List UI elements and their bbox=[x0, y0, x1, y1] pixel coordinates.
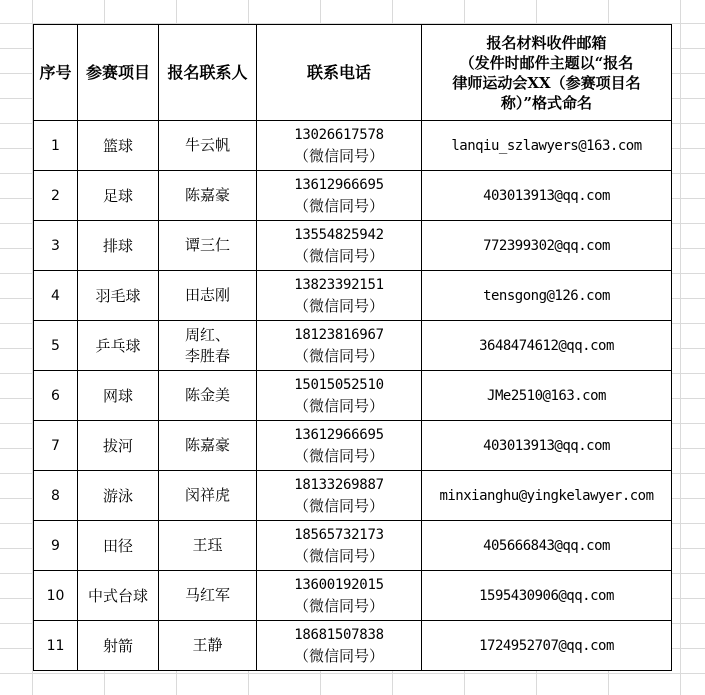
row-phone bbox=[257, 471, 422, 521]
registration-table bbox=[33, 24, 672, 671]
row-contact bbox=[159, 621, 257, 671]
row-index: 6 bbox=[34, 371, 78, 421]
table-row bbox=[34, 121, 672, 171]
row-contact bbox=[159, 571, 257, 621]
phone-note: （微信同号） bbox=[293, 396, 384, 415]
phone-number[interactable]: 13823392151 bbox=[294, 276, 384, 293]
row-event: 中式台球 bbox=[78, 571, 159, 621]
row-index: 2 bbox=[34, 171, 78, 221]
contact-name: 李胜春 bbox=[184, 346, 230, 365]
row-event: 射箭 bbox=[78, 621, 159, 671]
contact-name: 陈嘉豪 bbox=[184, 186, 230, 204]
row-phone bbox=[257, 421, 422, 471]
row-phone bbox=[257, 621, 422, 671]
row-email[interactable]: lanqiu_szlawyers@163.com bbox=[422, 121, 672, 171]
row-index: 5 bbox=[34, 321, 78, 371]
phone-note: （微信同号） bbox=[293, 346, 384, 365]
table-row bbox=[34, 471, 672, 521]
row-index: 1 bbox=[34, 121, 78, 171]
phone-note: （微信同号） bbox=[293, 246, 384, 265]
phone-number[interactable]: 13554825942 bbox=[294, 226, 384, 243]
row-email[interactable]: JMe2510@163.com bbox=[422, 371, 672, 421]
contact-name: 牛云帆 bbox=[184, 136, 230, 154]
row-contact bbox=[159, 271, 257, 321]
row-phone bbox=[257, 321, 422, 371]
row-event: 羽毛球 bbox=[78, 271, 159, 321]
header-email-line: 报名材料收件邮箱 bbox=[486, 33, 607, 52]
row-email[interactable]: 405666843@qq.com bbox=[422, 521, 672, 571]
row-phone bbox=[257, 571, 422, 621]
table-row bbox=[34, 371, 672, 421]
contact-name: 马红军 bbox=[184, 586, 230, 604]
row-email[interactable]: 772399302@qq.com bbox=[422, 221, 672, 271]
row-index: 10 bbox=[34, 571, 78, 621]
phone-note: （微信同号） bbox=[293, 596, 384, 615]
row-event: 篮球 bbox=[78, 121, 159, 171]
header-email bbox=[422, 25, 672, 121]
phone-number[interactable]: 18565732173 bbox=[294, 526, 384, 543]
phone-number[interactable]: 13600192015 bbox=[294, 576, 384, 593]
header-email-line: 称）”格式命名 bbox=[500, 93, 593, 112]
row-event: 拔河 bbox=[78, 421, 159, 471]
row-phone bbox=[257, 171, 422, 221]
row-contact bbox=[159, 421, 257, 471]
header-index: 序号 bbox=[34, 25, 78, 121]
row-email[interactable]: 1595430906@qq.com bbox=[422, 571, 672, 621]
row-index: 3 bbox=[34, 221, 78, 271]
row-contact bbox=[159, 221, 257, 271]
phone-note: （微信同号） bbox=[293, 196, 384, 215]
row-contact bbox=[159, 321, 257, 371]
row-event: 乒乓球 bbox=[78, 321, 159, 371]
phone-number[interactable]: 13026617578 bbox=[294, 126, 384, 143]
contact-name: 周红、 bbox=[184, 325, 230, 344]
row-email[interactable]: 403013913@qq.com bbox=[422, 171, 672, 221]
table-row bbox=[34, 171, 672, 221]
table-row bbox=[34, 621, 672, 671]
phone-note: （微信同号） bbox=[293, 546, 384, 565]
row-index: 11 bbox=[34, 621, 78, 671]
header-email-line: （发件时邮件主题以“报名 bbox=[459, 53, 634, 72]
row-phone bbox=[257, 521, 422, 571]
table-row bbox=[34, 271, 672, 321]
phone-number[interactable]: 13612966695 bbox=[294, 176, 384, 193]
row-email[interactable]: minxianghu@yingkelawyer.com bbox=[422, 471, 672, 521]
phone-number[interactable]: 18681507838 bbox=[294, 626, 384, 643]
row-contact bbox=[159, 171, 257, 221]
contact-name: 闵祥虎 bbox=[184, 486, 230, 504]
row-phone bbox=[257, 121, 422, 171]
contact-name: 陈嘉豪 bbox=[184, 436, 230, 454]
table-row bbox=[34, 221, 672, 271]
row-contact bbox=[159, 371, 257, 421]
row-event: 足球 bbox=[78, 171, 159, 221]
row-email[interactable]: 403013913@qq.com bbox=[422, 421, 672, 471]
contact-name: 王静 bbox=[192, 636, 223, 654]
row-event: 排球 bbox=[78, 221, 159, 271]
phone-note: （微信同号） bbox=[293, 446, 384, 465]
row-email[interactable]: 3648474612@qq.com bbox=[422, 321, 672, 371]
row-contact bbox=[159, 471, 257, 521]
contact-name: 王珏 bbox=[192, 536, 223, 554]
table-row bbox=[34, 521, 672, 571]
table-row bbox=[34, 421, 672, 471]
row-index: 7 bbox=[34, 421, 78, 471]
row-phone bbox=[257, 221, 422, 271]
row-index: 4 bbox=[34, 271, 78, 321]
contact-name: 陈金美 bbox=[184, 386, 230, 404]
row-phone bbox=[257, 271, 422, 321]
table-body bbox=[34, 121, 672, 671]
header-row bbox=[34, 25, 672, 121]
phone-number[interactable]: 15015052510 bbox=[294, 376, 384, 393]
table-row bbox=[34, 571, 672, 621]
row-contact bbox=[159, 521, 257, 571]
row-phone bbox=[257, 371, 422, 421]
row-contact bbox=[159, 121, 257, 171]
row-event: 网球 bbox=[78, 371, 159, 421]
contact-name: 田志刚 bbox=[184, 286, 230, 304]
phone-number[interactable]: 18123816967 bbox=[294, 326, 384, 343]
phone-number[interactable]: 18133269887 bbox=[294, 476, 384, 493]
row-email[interactable]: tensgong@126.com bbox=[422, 271, 672, 321]
header-email-line: 律师运动会XX（参赛项目名 bbox=[452, 73, 641, 92]
row-event: 游泳 bbox=[78, 471, 159, 521]
phone-note: （微信同号） bbox=[293, 296, 384, 315]
row-event: 田径 bbox=[78, 521, 159, 571]
header-phone: 联系电话 bbox=[257, 25, 422, 121]
phone-number[interactable]: 13612966695 bbox=[294, 426, 384, 443]
table-header bbox=[34, 25, 672, 121]
header-contact: 报名联系人 bbox=[159, 25, 257, 121]
phone-note: （微信同号） bbox=[293, 146, 384, 165]
phone-note: （微信同号） bbox=[293, 496, 384, 515]
contact-name: 谭三仁 bbox=[184, 236, 230, 254]
row-index: 9 bbox=[34, 521, 78, 571]
header-event: 参赛项目 bbox=[78, 25, 159, 121]
table-row bbox=[34, 321, 672, 371]
row-email[interactable]: 1724952707@qq.com bbox=[422, 621, 672, 671]
phone-note: （微信同号） bbox=[293, 646, 384, 665]
row-index: 8 bbox=[34, 471, 78, 521]
